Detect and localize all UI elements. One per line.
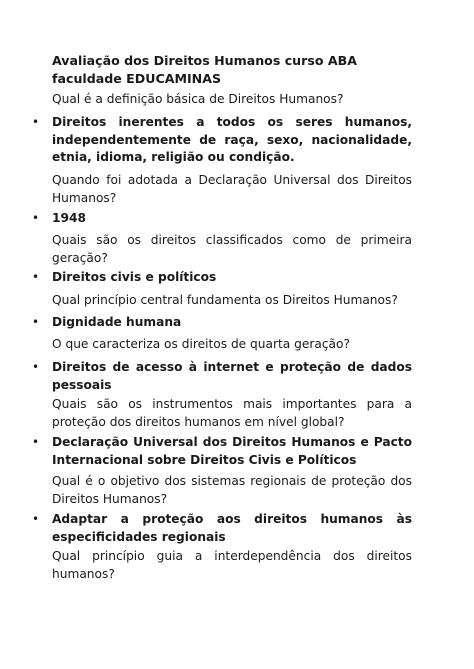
bullet-icon: • [32, 512, 40, 526]
bullet-icon: • [32, 270, 40, 284]
answer-3-text: Direitos civis e políticos [52, 270, 217, 284]
question-4: Qual princípio central fundamenta os Direitos Humanos? [52, 293, 398, 307]
answer-1 [32, 114, 412, 167]
question-3: Quais são os direitos classificados como de primeira geração? [52, 233, 412, 265]
answer-4 [32, 314, 412, 332]
question-8: Qual princípio guia a interdependência dos direitos humanos? [52, 549, 412, 581]
bullet-icon: • [32, 315, 40, 329]
question-1: Qual é a definição básica de Direitos Humanos? [52, 92, 344, 106]
bullet-icon: • [32, 435, 40, 449]
question-5: O que caracteriza os direitos de quarta geração? [52, 337, 350, 351]
bullet-icon: • [32, 360, 40, 374]
answer-1-text: Direitos inerentes a todos os seres humanos, independentemente de raça, sexo, nacionalidade, etnia, idioma, religião ou condição. [52, 115, 412, 164]
bullet-icon: • [32, 211, 40, 225]
document-title: Avaliação dos Direitos Humanos curso ABA faculdade EDUCAMINAS [52, 53, 357, 86]
question-2: Quando foi adotada a Declaração Universal dos Direitos Humanos? [52, 173, 412, 205]
answer-4-text: Dignidade humana [52, 315, 182, 329]
answer-2 [32, 210, 412, 228]
bullet-icon: • [32, 115, 40, 129]
answer-7 [32, 511, 412, 546]
answer-3 [32, 269, 412, 287]
question-6: Quais são os instrumentos mais importantes para a proteção dos direitos humanos em nível global? [52, 397, 412, 429]
answer-6-text: Declaração Universal dos Direitos Humanos e Pacto Internacional sobre Direitos Civis e Políticos [52, 435, 412, 467]
answer-7-text: Adaptar a proteção aos direitos humanos às especificidades regionais [52, 512, 412, 544]
question-7: Qual é o objetivo dos sistemas regionais de proteção dos Direitos Humanos? [52, 474, 412, 506]
answer-5-text: Direitos de acesso à internet e proteção de dados pessoais [52, 360, 412, 392]
answer-5 [32, 359, 412, 394]
answer-6 [32, 434, 412, 469]
answer-2-text: 1948 [52, 211, 86, 225]
